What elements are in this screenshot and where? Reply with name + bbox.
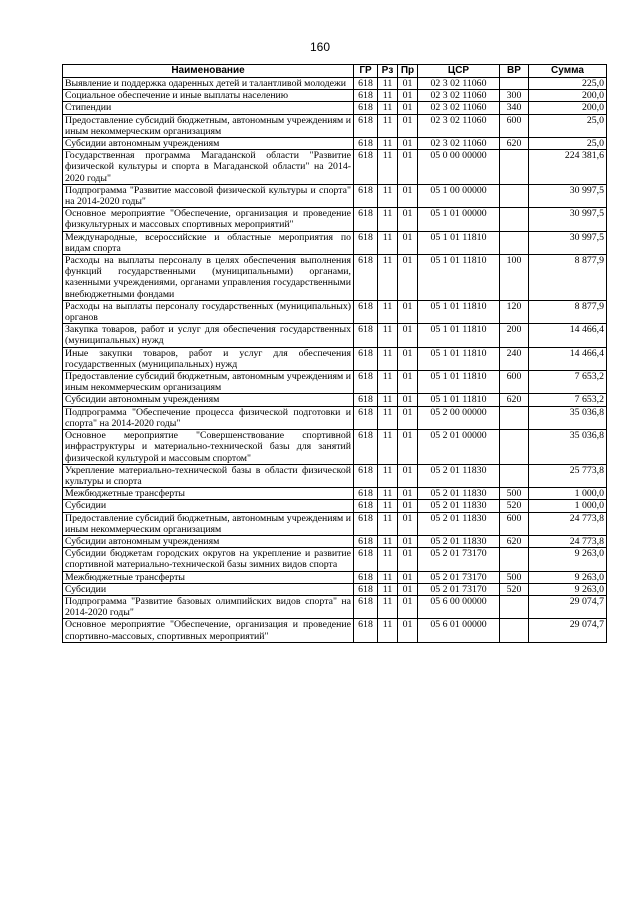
cell-vr	[500, 78, 529, 90]
cell-csr: 05 1 01 00000	[418, 208, 500, 231]
cell-csr: 05 1 01 11810	[418, 324, 500, 347]
table-row	[63, 371, 607, 394]
table-row	[63, 347, 607, 370]
cell-gr: 618	[354, 114, 378, 137]
cell-csr: 05 1 01 11810	[418, 394, 500, 406]
cell-sum: 30 997,5	[529, 184, 607, 207]
cell-rz: 11	[378, 184, 398, 207]
cell-pr: 01	[398, 548, 418, 571]
header-sum: Сумма	[529, 65, 607, 78]
cell-sum: 8 877,9	[529, 255, 607, 301]
cell-name: Основное мероприятие "Обеспечение, организация и проведение физкультурных и массовых спортивных мероприятий"	[63, 208, 354, 231]
table-row	[63, 595, 607, 618]
cell-rz: 11	[378, 488, 398, 500]
cell-gr: 618	[354, 78, 378, 90]
table-row	[63, 548, 607, 571]
cell-sum: 9 263,0	[529, 571, 607, 583]
cell-pr: 01	[398, 208, 418, 231]
cell-name: Субсидии бюджетам городских округов на укрепление и развитие спортивной материально-технической базы зимних видов спорта	[63, 548, 354, 571]
cell-csr: 05 1 01 11810	[418, 347, 500, 370]
cell-csr: 05 6 01 00000	[418, 619, 500, 642]
cell-gr: 618	[354, 300, 378, 323]
table-row	[63, 150, 607, 185]
table-row	[63, 430, 607, 465]
table-row	[63, 535, 607, 547]
table-row	[63, 231, 607, 254]
cell-name: Подпрограмма "Развитие базовых олимпийских видов спорта" на 2014-2020 годы"	[63, 595, 354, 618]
cell-rz: 11	[378, 394, 398, 406]
cell-vr: 620	[500, 535, 529, 547]
cell-gr: 618	[354, 430, 378, 465]
page-number: 160	[309, 40, 331, 54]
cell-gr: 618	[354, 571, 378, 583]
table-row	[63, 114, 607, 137]
cell-vr	[500, 231, 529, 254]
cell-csr: 02 3 02 11060	[418, 78, 500, 90]
cell-name: Подпрограмма "Развитие массовой физической культуры и спорта" на 2014-2020 годы"	[63, 184, 354, 207]
cell-rz: 11	[378, 583, 398, 595]
cell-csr: 05 2 01 11830	[418, 488, 500, 500]
cell-vr: 520	[500, 583, 529, 595]
cell-rz: 11	[378, 255, 398, 301]
cell-gr: 618	[354, 583, 378, 595]
cell-sum: 35 036,8	[529, 406, 607, 429]
cell-name: Предоставление субсидий бюджетным, автономным учреждениям и иным некоммерческим организациям	[63, 114, 354, 137]
cell-sum: 224 381,6	[529, 150, 607, 185]
cell-rz: 11	[378, 548, 398, 571]
cell-csr: 05 2 01 73170	[418, 548, 500, 571]
cell-gr: 618	[354, 394, 378, 406]
cell-pr: 01	[398, 255, 418, 301]
cell-csr: 05 2 01 73170	[418, 583, 500, 595]
cell-gr: 618	[354, 406, 378, 429]
cell-vr: 240	[500, 347, 529, 370]
cell-rz: 11	[378, 324, 398, 347]
cell-gr: 618	[354, 208, 378, 231]
cell-name: Основное мероприятие "Обеспечение, организация и проведение спортивно-массовых, спортивных мероприятий"	[63, 619, 354, 642]
table-row	[63, 394, 607, 406]
cell-vr: 100	[500, 255, 529, 301]
cell-pr: 01	[398, 324, 418, 347]
table-row	[63, 78, 607, 90]
cell-csr: 02 3 02 11060	[418, 102, 500, 114]
cell-vr: 620	[500, 138, 529, 150]
cell-gr: 618	[354, 595, 378, 618]
cell-rz: 11	[378, 347, 398, 370]
cell-sum: 8 877,9	[529, 300, 607, 323]
table-row	[63, 512, 607, 535]
cell-gr: 618	[354, 138, 378, 150]
cell-sum: 225,0	[529, 78, 607, 90]
cell-pr: 01	[398, 231, 418, 254]
cell-rz: 11	[378, 138, 398, 150]
cell-rz: 11	[378, 512, 398, 535]
cell-vr: 500	[500, 571, 529, 583]
table-row	[63, 406, 607, 429]
cell-gr: 618	[354, 102, 378, 114]
table-row	[63, 255, 607, 301]
cell-pr: 01	[398, 371, 418, 394]
cell-pr: 01	[398, 500, 418, 512]
cell-name: Выявление и поддержка одаренных детей и талантливой молодежи	[63, 78, 354, 90]
cell-csr: 05 2 00 00000	[418, 406, 500, 429]
cell-pr: 01	[398, 78, 418, 90]
cell-gr: 618	[354, 512, 378, 535]
table-row	[63, 619, 607, 642]
cell-pr: 01	[398, 102, 418, 114]
cell-csr: 05 2 01 11830	[418, 512, 500, 535]
cell-gr: 618	[354, 184, 378, 207]
cell-vr	[500, 406, 529, 429]
cell-vr	[500, 548, 529, 571]
cell-gr: 618	[354, 90, 378, 102]
cell-vr	[500, 184, 529, 207]
cell-gr: 618	[354, 464, 378, 487]
cell-pr: 01	[398, 488, 418, 500]
cell-sum: 24 773,8	[529, 512, 607, 535]
cell-sum: 9 263,0	[529, 548, 607, 571]
cell-sum: 29 074,7	[529, 619, 607, 642]
cell-rz: 11	[378, 78, 398, 90]
cell-gr: 618	[354, 548, 378, 571]
cell-pr: 01	[398, 430, 418, 465]
cell-sum: 30 997,5	[529, 208, 607, 231]
cell-pr: 01	[398, 90, 418, 102]
cell-vr: 600	[500, 371, 529, 394]
cell-gr: 618	[354, 324, 378, 347]
header-gr: ГР	[354, 65, 378, 78]
cell-name: Укрепление материально-технической базы в области физической культуры и спорта	[63, 464, 354, 487]
cell-vr	[500, 464, 529, 487]
cell-csr: 05 1 01 11810	[418, 231, 500, 254]
cell-csr: 05 2 01 11830	[418, 464, 500, 487]
cell-name: Иные закупки товаров, работ и услуг для обеспечения государственных (муниципальных) нужд	[63, 347, 354, 370]
table-row	[63, 324, 607, 347]
cell-name: Стипендии	[63, 102, 354, 114]
table-row	[63, 500, 607, 512]
cell-vr: 600	[500, 114, 529, 137]
cell-pr: 01	[398, 300, 418, 323]
cell-gr: 618	[354, 347, 378, 370]
cell-vr: 620	[500, 394, 529, 406]
cell-sum: 1 000,0	[529, 488, 607, 500]
cell-csr: 05 1 01 11810	[418, 300, 500, 323]
cell-csr: 05 0 00 00000	[418, 150, 500, 185]
cell-rz: 11	[378, 619, 398, 642]
cell-sum: 29 074,7	[529, 595, 607, 618]
cell-vr: 340	[500, 102, 529, 114]
cell-rz: 11	[378, 300, 398, 323]
table-row	[63, 583, 607, 595]
cell-csr: 05 6 00 00000	[418, 595, 500, 618]
table-body	[63, 78, 607, 643]
cell-csr: 05 1 01 11810	[418, 371, 500, 394]
cell-vr: 200	[500, 324, 529, 347]
cell-pr: 01	[398, 394, 418, 406]
table-row	[63, 464, 607, 487]
cell-csr: 05 2 01 00000	[418, 430, 500, 465]
cell-rz: 11	[378, 595, 398, 618]
cell-gr: 618	[354, 371, 378, 394]
cell-gr: 618	[354, 619, 378, 642]
cell-pr: 01	[398, 619, 418, 642]
cell-vr	[500, 150, 529, 185]
table-row	[63, 90, 607, 102]
cell-gr: 618	[354, 500, 378, 512]
cell-vr	[500, 208, 529, 231]
cell-sum: 200,0	[529, 90, 607, 102]
cell-name: Субсидии автономным учреждениям	[63, 535, 354, 547]
cell-csr: 05 2 01 11830	[418, 500, 500, 512]
cell-gr: 618	[354, 255, 378, 301]
cell-sum: 25,0	[529, 114, 607, 137]
table-row	[63, 208, 607, 231]
cell-sum: 30 997,5	[529, 231, 607, 254]
cell-sum: 1 000,0	[529, 500, 607, 512]
cell-vr: 300	[500, 90, 529, 102]
cell-sum: 35 036,8	[529, 430, 607, 465]
cell-vr	[500, 430, 529, 465]
table-row	[63, 488, 607, 500]
cell-rz: 11	[378, 90, 398, 102]
cell-name: Расходы на выплаты персоналу в целях обеспечения выполнения функций государственными (муниципальными) органами, казенными учреждениями, органами управления государственными внебюджетными фондами	[63, 255, 354, 301]
cell-sum: 9 263,0	[529, 583, 607, 595]
cell-rz: 11	[378, 464, 398, 487]
cell-pr: 01	[398, 583, 418, 595]
cell-gr: 618	[354, 535, 378, 547]
cell-vr: 520	[500, 500, 529, 512]
cell-name: Основное мероприятие "Совершенствование спортивной инфраструктуры и материально-технической базы для занятий физической культурой и массовым спортом"	[63, 430, 354, 465]
cell-vr: 120	[500, 300, 529, 323]
cell-name: Социальное обеспечение и иные выплаты населению	[63, 90, 354, 102]
cell-rz: 11	[378, 406, 398, 429]
cell-sum: 24 773,8	[529, 535, 607, 547]
cell-vr: 600	[500, 512, 529, 535]
cell-name: Межбюджетные трансферты	[63, 488, 354, 500]
cell-rz: 11	[378, 571, 398, 583]
cell-rz: 11	[378, 114, 398, 137]
cell-rz: 11	[378, 231, 398, 254]
cell-name: Субсидии	[63, 583, 354, 595]
cell-pr: 01	[398, 406, 418, 429]
cell-vr	[500, 595, 529, 618]
cell-csr: 02 3 02 11060	[418, 114, 500, 137]
cell-pr: 01	[398, 595, 418, 618]
cell-name: Предоставление субсидий бюджетным, автономным учреждениям и иным некоммерческим организациям	[63, 371, 354, 394]
cell-rz: 11	[378, 371, 398, 394]
cell-csr: 02 3 02 11060	[418, 138, 500, 150]
table-row	[63, 300, 607, 323]
cell-pr: 01	[398, 571, 418, 583]
cell-rz: 11	[378, 150, 398, 185]
cell-vr: 500	[500, 488, 529, 500]
cell-csr: 05 2 01 73170	[418, 571, 500, 583]
cell-sum: 14 466,4	[529, 347, 607, 370]
cell-name: Расходы на выплаты персоналу государственных (муниципальных) органов	[63, 300, 354, 323]
budget-table	[62, 64, 607, 643]
cell-name: Субсидии	[63, 500, 354, 512]
cell-name: Субсидии автономным учреждениям	[63, 394, 354, 406]
cell-pr: 01	[398, 535, 418, 547]
cell-name: Закупка товаров, работ и услуг для обеспечения государственных (муниципальных) нужд	[63, 324, 354, 347]
cell-pr: 01	[398, 150, 418, 185]
cell-csr: 05 1 00 00000	[418, 184, 500, 207]
table-row	[63, 138, 607, 150]
table-header-row	[63, 65, 607, 78]
cell-gr: 618	[354, 150, 378, 185]
header-csr: ЦСР	[418, 65, 500, 78]
table-row	[63, 184, 607, 207]
cell-name: Подпрограмма "Обеспечение процесса физической подготовки и спорта" на 2014-2020 годы"	[63, 406, 354, 429]
cell-name: Международные, всероссийские и областные мероприятия по видам спорта	[63, 231, 354, 254]
cell-pr: 01	[398, 512, 418, 535]
cell-sum: 14 466,4	[529, 324, 607, 347]
cell-name: Предоставление субсидий бюджетным, автономным учреждениям и иным некоммерческим организациям	[63, 512, 354, 535]
cell-pr: 01	[398, 138, 418, 150]
cell-rz: 11	[378, 535, 398, 547]
table-row	[63, 571, 607, 583]
header-name: Наименование	[63, 65, 354, 78]
cell-pr: 01	[398, 114, 418, 137]
cell-rz: 11	[378, 102, 398, 114]
cell-csr: 05 1 01 11810	[418, 255, 500, 301]
cell-name: Субсидии автономным учреждениям	[63, 138, 354, 150]
cell-sum: 7 653,2	[529, 394, 607, 406]
cell-pr: 01	[398, 464, 418, 487]
cell-pr: 01	[398, 347, 418, 370]
cell-sum: 25,0	[529, 138, 607, 150]
cell-gr: 618	[354, 488, 378, 500]
header-vr: ВР	[500, 65, 529, 78]
cell-rz: 11	[378, 430, 398, 465]
table-row	[63, 102, 607, 114]
header-pr: Пр	[398, 65, 418, 78]
cell-sum: 25 773,8	[529, 464, 607, 487]
cell-gr: 618	[354, 231, 378, 254]
cell-name: Межбюджетные трансферты	[63, 571, 354, 583]
cell-sum: 7 653,2	[529, 371, 607, 394]
cell-rz: 11	[378, 500, 398, 512]
cell-csr: 05 2 01 11830	[418, 535, 500, 547]
cell-vr	[500, 619, 529, 642]
cell-name: Государственная программа Магаданской области "Развитие физической культуры и спорта в Магаданской области" на 2014-2020 годы"	[63, 150, 354, 185]
cell-csr: 02 3 02 11060	[418, 90, 500, 102]
header-rz: Рз	[378, 65, 398, 78]
cell-sum: 200,0	[529, 102, 607, 114]
cell-rz: 11	[378, 208, 398, 231]
cell-pr: 01	[398, 184, 418, 207]
